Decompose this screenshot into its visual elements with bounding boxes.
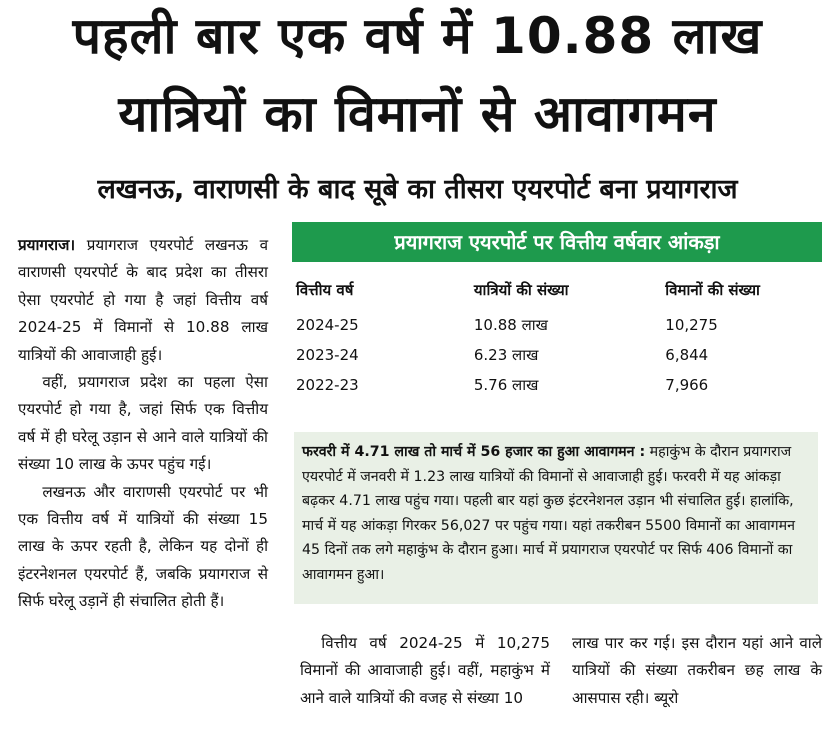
cell-passengers: 6.23 लाख <box>473 346 539 364</box>
header-flights: विमानों की संख्या <box>665 281 760 299</box>
left-para-2: वहीं, प्रयागराज प्रदेश का पहला ऐसा एयरपोर्ट हो गया है, जहां सिर्फ एक वित्तीय वर्ष में ही घरेलू उड़ान से आने वाले यात्रियों की संख्या 10 लाख के ऊपर पहुंच गई। <box>18 373 268 474</box>
headline-line-2: यात्रियों का विमानों से आवागमन <box>118 85 717 143</box>
dateline: प्रयागराज। <box>18 236 76 254</box>
right-column: लाख पार कर गई। इस दौरान यहां आने वाले यात्रियों की संख्या तकरीबन छह लाख के आसपास रही। ब्यूरो <box>572 634 822 707</box>
cell-passengers: 10.88 लाख <box>473 316 548 334</box>
box-heading: फरवरी में 4.71 लाख तो मार्च में 56 हजार का हुआ आवागमन : <box>302 444 646 460</box>
stats-table <box>292 276 822 400</box>
cell-flights: 10,275 <box>665 316 718 334</box>
table-row <box>292 370 822 400</box>
table-header-row <box>292 276 822 310</box>
cell-flights: 7,966 <box>665 376 709 394</box>
left-para-3: लखनऊ और वाराणसी एयरपोर्ट पर भी एक वित्तीय वर्ष में यात्रियों की संख्या 15 लाख के ऊपर रहती है, लेकिन यह दोनों ही इंटरनेशनल एयरपोर्ट हैं, जबकि प्रयागराज से सिर्फ घरेलू उड़ानें ही संचालित होती हैं। <box>18 482 268 611</box>
header-passengers: यात्रियों की संख्या <box>473 281 569 299</box>
table-row <box>292 340 822 370</box>
stats-table-title: प्रयागराज एयरपोर्ट पर वित्तीय वर्षवार आंकड़ा <box>292 222 822 262</box>
cell-year: 2023-24 <box>296 346 359 364</box>
highlight-box <box>294 432 818 604</box>
cell-year: 2024-25 <box>296 316 359 334</box>
subheadline: लखनऊ, वाराणसी के बाद सूबे का तीसरा एयरपोर्ट बना प्रयागराज <box>97 174 738 205</box>
box-body: महाकुंभ के दौरान प्रयागराज एयरपोर्ट में जनवरी में 1.23 लाख यात्रियों की विमानों से आवाजाही हुई। फरवरी में यह आंकड़ा बढ़कर 4.71 लाख पहुंच गया। पहली बार यहां कुछ इंटरनेशनल उड़ान भी संचालित हुई। हालांकि, मार्च में यह आंकड़ा गिरकर 56,027 पर पहुंच गया। यहां तकरीबन 5500 विमानों का आवागमन 45 दिनों तक लगे महाकुंभ के दौरान हुआ। मार्च में प्रयागराज एयरपोर्ट पर सिर्फ 406 विमानों का आवागमन हुआ। <box>302 444 795 583</box>
cell-year: 2022-23 <box>296 376 359 394</box>
header-year: वित्तीय वर्ष <box>296 281 354 299</box>
left-para-1 <box>18 232 268 369</box>
cell-passengers: 5.76 लाख <box>473 376 539 394</box>
mid-column: वित्तीय वर्ष 2024-25 में 10,275 विमानों की आवाजाही हुई। वहीं, महाकुंभ में आने वाले यात्रियों की वजह से संख्या 10 <box>300 634 550 707</box>
left-para-1-text: प्रयागराज एयरपोर्ट लखनऊ व वाराणसी एयरपोर्ट के बाद प्रदेश का तीसरा ऐसा एयरपोर्ट हो गया है जहां वित्तीय वर्ष 2024-25 में विमानों से 10.88 लाख यात्रियों की आवाजाही हुई। <box>18 236 269 364</box>
cell-flights: 6,844 <box>665 346 709 364</box>
stats-table-box <box>292 222 822 400</box>
left-column <box>18 232 268 616</box>
headline-line-1: पहली बार एक वर्ष में 10.88 लाख <box>72 7 763 65</box>
table-row <box>292 310 822 340</box>
